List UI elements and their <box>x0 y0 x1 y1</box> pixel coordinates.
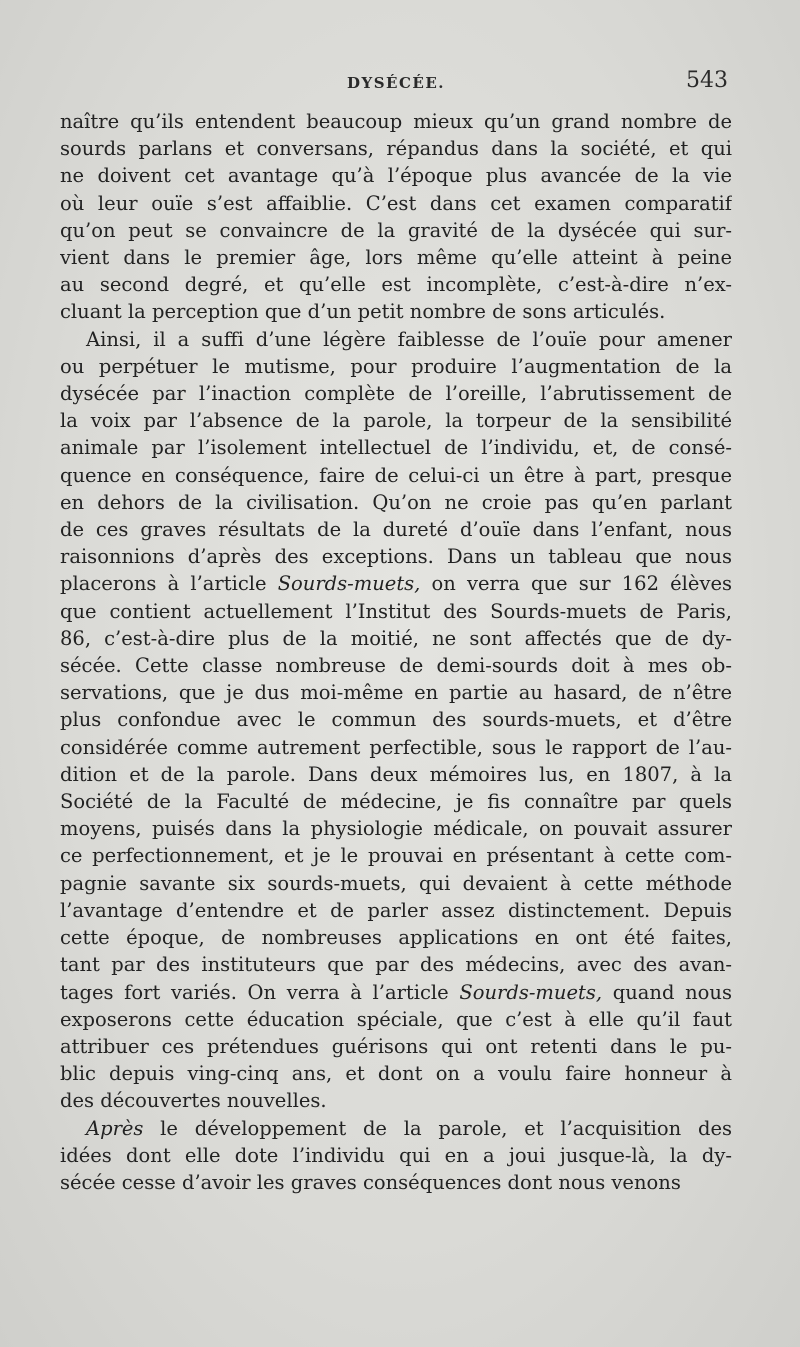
text-line: Après le développement de la parole, et l’acquisition des <box>86 1116 732 1140</box>
text-line: servations, que je dus moi-même en partie au hasard, de n’être <box>60 681 732 705</box>
text-line: des découvertes nouvelles. <box>60 1089 327 1113</box>
text-line: ne doivent cet avantage qu’à l’époque plus avancée de la vie <box>60 164 732 188</box>
text-line: quence en conséquence, faire de celui-ci un être à part, presque <box>60 463 732 487</box>
body-text <box>60 108 732 1196</box>
text-line: 86, c’est-à-dire plus de la moitié, ne sont affectés que de dy- <box>60 626 732 650</box>
text-line: naître qu’ils entendent beaucoup mieux qu’un grand nombre de <box>60 110 732 133</box>
page-number: 543 <box>686 68 728 93</box>
text-line: idées dont elle dote l’individu qui en a joui jusque-là, la dy- <box>60 1143 732 1167</box>
paragraph <box>60 326 732 1115</box>
text-line: où leur ouïe s’est affaiblie. C’est dans cet examen comparatif <box>60 191 732 215</box>
text-line: qu’on peut se convaincre de la gravité de la dysécée qui sur- <box>60 218 732 242</box>
text-line: exposerons cette éducation spéciale, que c’est à elle qu’il faut <box>60 1007 732 1031</box>
text-line: animale par l’isolement intellectuel de l’individu, et, de consé- <box>60 436 732 460</box>
text-line: au second degré, et qu’elle est incomplète, c’est-à-dire n’ex- <box>60 273 732 297</box>
text-line: dition et de la parole. Dans deux mémoires lus, en 1807, à la <box>60 762 732 786</box>
text-line: vient dans le premier âge, lors même qu’elle atteint à peine <box>60 246 732 270</box>
text-line: placerons à l’article Sourds-muets, on verra que sur 162 élèves <box>60 572 732 596</box>
paragraph <box>60 1115 732 1197</box>
text-line: cluant la perception que d’un petit nombre de sons articulés. <box>60 300 666 324</box>
text-line: blic depuis ving-cinq ans, et dont on a voulu faire honneur à <box>60 1062 732 1086</box>
text-line: considérée comme autrement perfectible, sous le rapport de l’au- <box>60 735 732 759</box>
text-line: ou perpétuer le mutisme, pour produire l’augmentation de la <box>60 354 732 378</box>
text-line: cette époque, de nombreuses applications en ont été faites, <box>60 926 732 950</box>
text-line: pagnie savante six sourds-muets, qui devaient à cette méthode <box>60 871 732 895</box>
text-line: raisonnions d’après des exceptions. Dans un tableau que nous <box>60 545 732 569</box>
text-line: tant par des instituteurs que par des médecins, avec des avan- <box>60 953 732 977</box>
text-line: que contient actuellement l’Institut des Sourds-muets de Paris, <box>60 599 732 623</box>
text-line: dysécée par l’inaction complète de l’oreille, l’abrutissement de <box>60 382 732 406</box>
text-line: Société de la Faculté de médecine, je fis connaître par quels <box>60 790 732 814</box>
running-title: DYSÉCÉE. <box>346 74 445 92</box>
text-line: en dehors de la civilisation. Qu’on ne croie pas qu’en parlant <box>60 490 732 514</box>
text-line: la voix par l’absence de la parole, la torpeur de la sensibilité <box>60 409 732 433</box>
text-line: moyens, puisés dans la physiologie médicale, on pouvait assurer <box>60 817 732 841</box>
text-line: l’avantage d’entendre et de parler assez distinctement. Depuis <box>60 898 732 922</box>
page-header <box>60 68 732 98</box>
text-line: sécée cesse d’avoir les graves conséquences dont nous venons <box>60 1170 681 1194</box>
text-line: sécée. Cette classe nombreuse de demi-sourds doit à mes ob- <box>60 654 732 678</box>
paragraph <box>60 108 732 326</box>
text-line: plus confondue avec le commun des sourds-muets, et d’être <box>60 708 732 732</box>
text-line: Ainsi, il a suffi d’une légère faiblesse de l’ouïe pour amener <box>86 327 732 351</box>
text-line: sourds parlans et conversans, répandus dans la société, et qui <box>60 137 732 161</box>
text-line: tages fort variés. On verra à l’article Sourds-muets, quand nous <box>60 980 732 1004</box>
text-line: attribuer ces prétendues guérisons qui ont retenti dans le pu- <box>60 1034 732 1058</box>
text-line: de ces graves résultats de la dureté d’ouïe dans l’enfant, nous <box>60 518 732 542</box>
text-line: ce perfectionnement, et je le prouvai en présentant à cette com- <box>60 844 732 868</box>
